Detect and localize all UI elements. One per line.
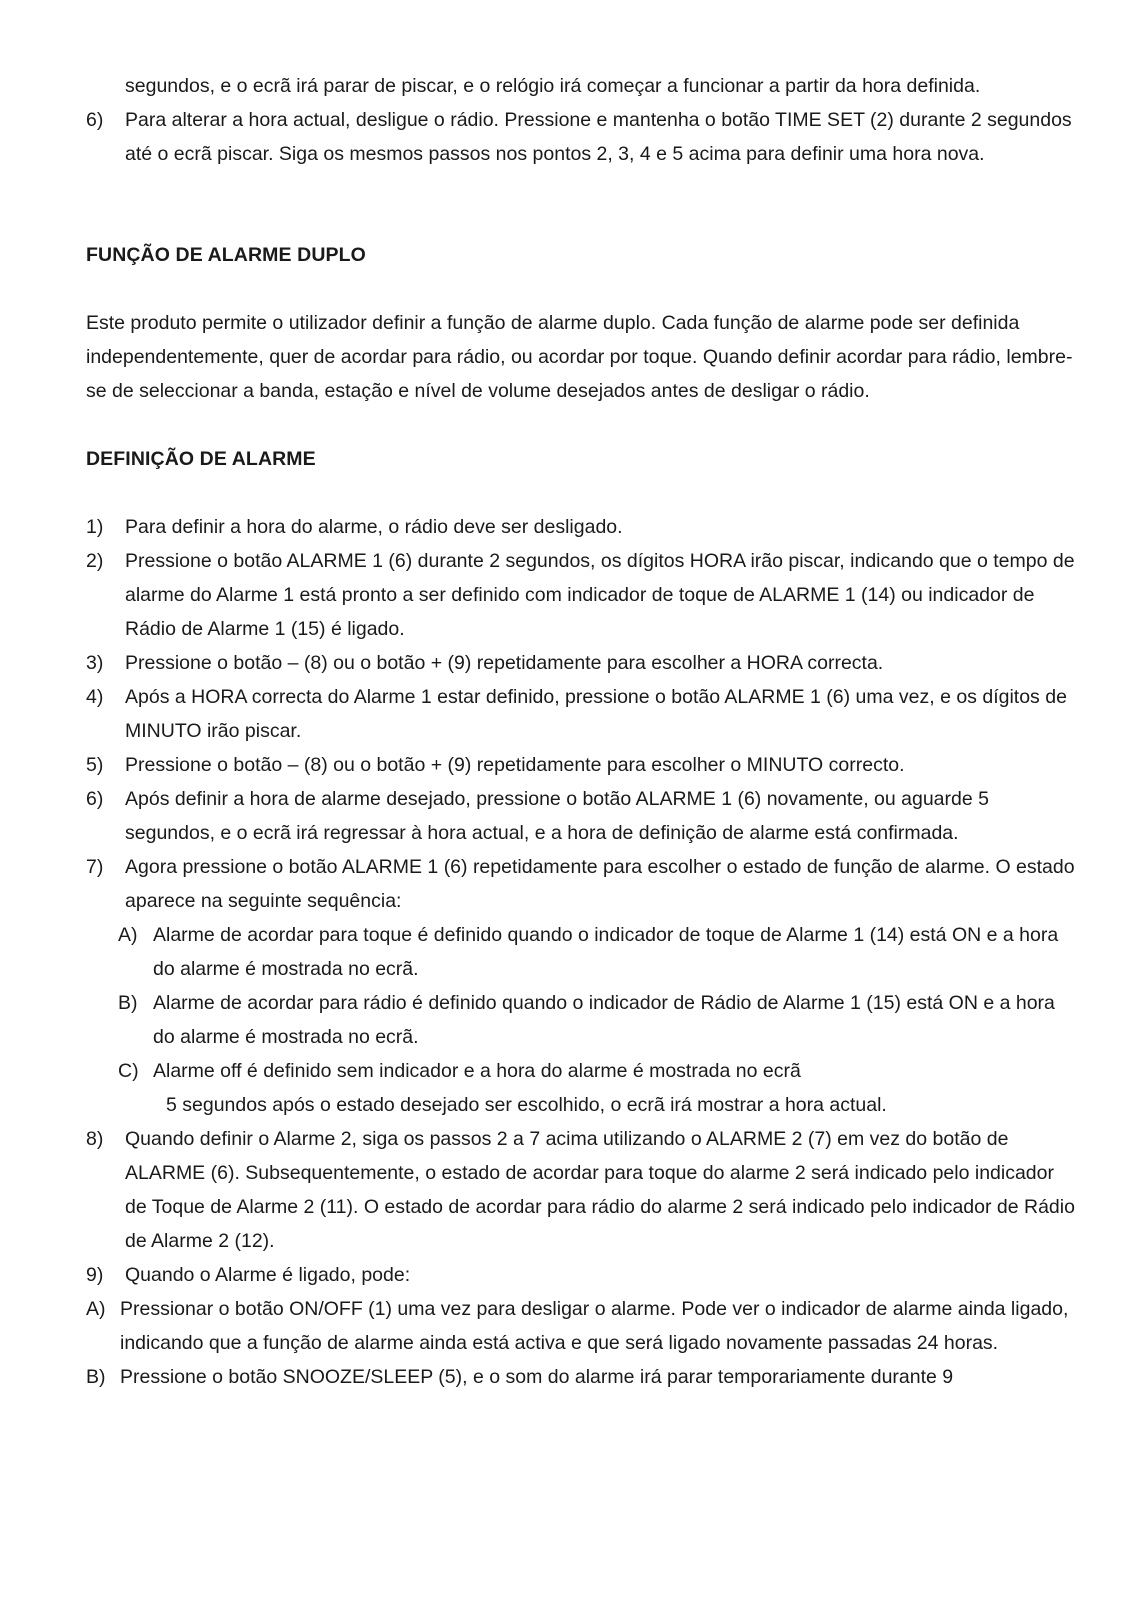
sub-list-item [86,1054,1076,1088]
option-text: Pressionar o botão ON/OFF (1) uma vez para desligar o alarme. Pode ver o indicador de alarme ainda ligado, indicando que a função de alarme ainda está activa e que será ligado novamente passadas 24 horas. [120,1298,1069,1354]
paragraph-dual-alarm: Este produto permite o utilizador definir a função de alarme duplo. Cada função de alarme pode ser definida independentemente, quer de acordar para rádio, ou acordar por toque. Quando definir acordar para rádio, lembre-se de seleccionar a banda, estação e nível de volume desejados antes de desligar o rádio. [86,312,1073,402]
list-text: Pressione o botão – (8) ou o botão + (9) repetidamente para escolher a HORA correcta. [125,652,884,674]
list-text: Para definir a hora do alarme, o rádio deve ser desligado. [125,516,623,538]
option-item [86,1360,1076,1394]
sub-list-letter: B) [118,992,138,1014]
sub-list-item [86,918,1076,986]
list-text: Pressione o botão ALARME 1 (6) durante 2 segundos, os dígitos HORA irão piscar, indicando que o tempo de alarme do Alarme 1 está pronto a ser definido com indicador de toque de ALARME 1 (14) ou indicador de Rádio de Alarme 1 (15) é ligado. [125,550,1075,640]
list-number: 5) [86,754,104,776]
list-text: Quando o Alarme é ligado, pode: [125,1264,411,1286]
list-item [86,646,1076,680]
list-text: Quando definir o Alarme 2, siga os passos 2 a 7 acima utilizando o ALARME 2 (7) em vez do botão de ALARME (6). Subsequentemente, o estado de acordar para toque do alarme 2 será indicado pelo indicador de Toque de Alarme 2 (11). O estado de acordar para rádio do alarme 2 será indicado pelo indicador de Rádio de Alarme 2 (12). [125,1128,1075,1252]
section-heading-dual-alarm: FUNÇÃO DE ALARME DUPLO [86,244,366,266]
option-letter: B) [86,1366,106,1388]
option-text: Pressione o botão SNOOZE/SLEEP (5), e o som do alarme irá parar temporariamente durante 9 [120,1366,954,1388]
sub-list-letter: A) [118,924,138,946]
list-number: 4) [86,686,104,708]
list-item [86,850,1076,918]
list-item [86,1258,1076,1292]
sub-list-letter: C) [118,1060,139,1082]
sub-list-item [86,986,1076,1054]
list-number: 1) [86,516,104,538]
list-item [86,544,1076,646]
list-item [86,748,1076,782]
list-number: 8) [86,1128,104,1150]
list-text: Pressione o botão – (8) ou o botão + (9) repetidamente para escolher o MINUTO correcto. [125,754,905,776]
list-text: Após definir a hora de alarme desejado, pressione o botão ALARME 1 (6) novamente, ou aguarde 5 segundos, e o ecrã irá regressar à hora actual, e a hora de definição de alarme está confirmada. [125,788,989,844]
sub-list-text: Alarme de acordar para rádio é definido quando o indicador de Rádio de Alarme 1 (15) está ON e a hora do alarme é mostrada no ecrã. [153,992,1055,1048]
list-item [86,510,1076,544]
list-text: Para alterar a hora actual, desligue o rádio. Pressione e mantenha o botão TIME SET (2) durante 2 segundos até o ecrã piscar. Siga os mesmos passos nos pontos 2, 3, 4 e 5 acima para definir uma hora nova. [125,109,1072,165]
sub-list-text: Alarme off é definido sem indicador e a hora do alarme é mostrada no ecrã [153,1060,801,1082]
list-number: 3) [86,652,104,674]
sub-list-note: 5 segundos após o estado desejado ser escolhido, o ecrã irá mostrar a hora actual. [166,1094,887,1116]
list-number: 9) [86,1264,104,1286]
list-item [86,680,1076,748]
list-item [86,782,1076,850]
document-page [86,69,1076,1394]
option-letter: A) [86,1298,106,1320]
list-number: 6) [86,109,104,131]
sub-list-text: Alarme de acordar para toque é definido quando o indicador de toque de Alarme 1 (14) está ON e a hora do alarme é mostrada no ecrã. [153,924,1059,980]
option-item [86,1292,1076,1360]
list-number: 2) [86,550,104,572]
list-item [86,103,1076,171]
list-item [86,1122,1076,1258]
section-heading-alarm-setting: DEFINIÇÃO DE ALARME [86,448,316,470]
list-text: Após a HORA correcta do Alarme 1 estar definido, pressione o botão ALARME 1 (6) uma vez, e os dígitos de MINUTO irão piscar. [125,686,1067,742]
continuation-text: segundos, e o ecrã irá parar de piscar, e o relógio irá começar a funcionar a partir da hora definida. [125,75,981,97]
list-text: Agora pressione o botão ALARME 1 (6) repetidamente para escolher o estado de função de alarme. O estado aparece na seguinte sequência: [125,856,1075,912]
list-number: 6) [86,788,104,810]
list-number: 7) [86,856,104,878]
